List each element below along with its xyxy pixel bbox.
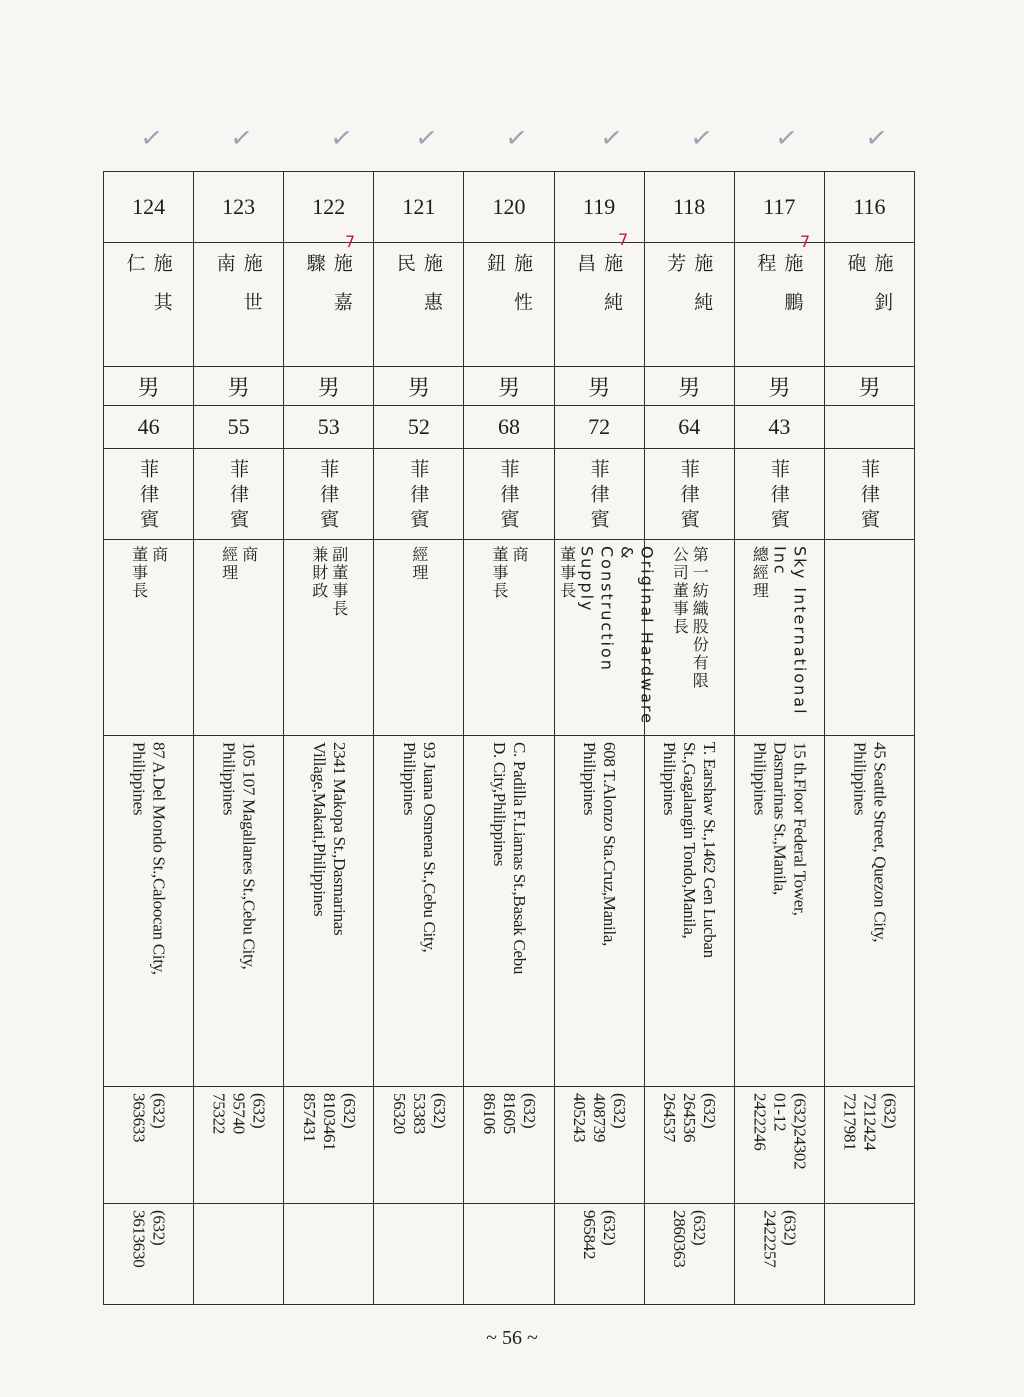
member-address: 15 th.Floor Federal Tower, Dasmarinas St.,Manila, Philippines [750,742,810,916]
member-number: 124 [104,172,194,243]
nationality-cell [284,449,374,540]
member-age: 46 [104,406,194,449]
name-cell [374,243,464,367]
member-address: 105 107 Magallanes St.,Cebu City, Philippines [219,742,259,970]
member-telephone-2 [237,1204,241,1216]
check-mark: ✓ [863,122,890,156]
telephone-cell [104,1087,194,1204]
member-name: 施惠民 [393,253,443,331]
telephone-cell [464,1087,554,1204]
member-roster-table [103,171,915,1305]
name-cell [644,243,734,367]
member-telephone: (632) 81605 86106 [480,1093,539,1135]
occupation-cell [824,540,914,736]
member-occupation: Sky International Inc 總經理 [750,546,810,716]
member-nationality: 菲律賓 [857,459,880,534]
member-occupation: 商 董事長 [490,546,529,600]
red-tick-mark: 7 [345,232,356,251]
telephone-2-cell [824,1204,914,1305]
address-cell [284,736,374,1087]
nationality-cell [644,449,734,540]
name-cell [824,243,914,367]
member-age: 52 [374,406,464,449]
telephone-cell [374,1087,464,1204]
member-nationality: 菲律賓 [227,459,250,534]
member-address: 93 Juana Osmena St.,Cebu City, Philippines [399,742,439,953]
telephone-2-cell [284,1204,374,1305]
check-mark: ✓ [773,122,800,156]
telephone-2-cell [194,1204,284,1305]
row-telephone-2 [104,1204,915,1305]
telephone-2-cell [644,1204,734,1305]
member-number: 121 [374,172,464,243]
member-sex: 男 [104,367,194,406]
member-number: 122 [284,172,374,243]
check-mark: ✓ [598,122,625,156]
member-sex: 男 [194,367,284,406]
member-nationality: 菲律賓 [587,459,610,534]
member-sex: 男 [734,367,824,406]
occupation-cell [734,540,824,736]
member-nationality: 菲律賓 [317,459,340,534]
member-age: 55 [194,406,284,449]
telephone-cell [284,1087,374,1204]
member-name: 施性鈕 [484,253,533,331]
member-telephone-2 [867,1204,871,1216]
address-cell [644,736,734,1087]
member-telephone: (632) 53383 56320 [389,1093,449,1135]
member-address: C. Padilla F.Liamas St.,Basak Cebu D. City,Philippines [490,742,529,975]
member-occupation: 副董事長 兼財政 [309,546,349,618]
row-number [104,172,915,243]
check-mark: ✓ [138,122,165,156]
name-cell [464,243,554,367]
telephone-cell [824,1087,914,1204]
occupation-cell [554,540,657,736]
red-tick-mark: 7 [800,232,811,251]
member-number: 123 [194,172,284,243]
check-mark: ✓ [503,122,530,156]
check-mark: ✓ [228,122,255,156]
occupation-cell [374,540,464,736]
member-telephone: (632)24302 01-12 2422246 [750,1093,810,1170]
member-occupation [867,540,871,552]
address-cell [374,736,464,1087]
row-address [104,736,915,1087]
member-name: 施嘉驟 [303,253,353,331]
member-occupation: 經理 [409,546,429,582]
member-age: 72 [554,406,644,449]
name-cell [104,243,194,367]
member-sex: 男 [374,367,464,406]
member-nationality: 菲律賓 [137,459,160,534]
nationality-cell [104,449,194,540]
member-name: 施純昌 [574,253,624,331]
check-mark: ✓ [413,122,440,156]
row-age [104,406,915,449]
telephone-2-cell [374,1204,464,1305]
check-mark: ✓ [688,122,715,156]
nationality-cell [554,449,644,540]
red-tick-mark: 7 [618,230,629,249]
member-sex: 男 [824,367,914,406]
nationality-cell [464,449,554,540]
member-telephone-2 [327,1204,331,1216]
member-telephone-2 [417,1204,421,1216]
name-cell [284,243,374,367]
member-nationality: 菲律賓 [407,459,430,534]
member-occupation: 商 經理 [219,546,259,582]
member-occupation: Original Hardware & Construction Supply 董事長 [557,546,657,725]
member-telephone: (632) 8103461 857431 [299,1093,359,1151]
member-sex: 男 [464,367,554,406]
nationality-cell [824,449,914,540]
member-nationality: 菲律賓 [677,459,700,534]
telephone-cell [194,1087,284,1204]
member-address: T. Earshaw St.,1462 Gen Lucban St.,Gagalangin Tondo,Manila, Philippines [660,742,720,958]
nationality-cell [374,449,464,540]
telephone-2-cell [464,1204,554,1305]
member-occupation: 第一紡織股份有限 公司董事長 [670,546,710,690]
member-address: 2341 Makopa St.,Dasmarinas Village,Makati,Philippines [309,742,349,936]
telephone-cell [734,1087,824,1204]
member-occupation: 商 董事長 [129,546,169,600]
name-cell [734,243,824,367]
member-number: 118 [644,172,734,243]
member-name: 施世南 [213,253,263,331]
member-name: 施其仁 [123,253,173,331]
member-age [824,406,914,449]
member-telephone: (632) 95740 75322 [209,1093,269,1135]
occupation-cell [104,540,194,736]
member-age: 68 [464,406,554,449]
address-cell [104,736,194,1087]
address-cell [194,736,284,1087]
telephone-2-cell [734,1204,824,1305]
occupation-cell [194,540,284,736]
member-name: 施鵬程 [754,253,804,331]
address-cell [464,736,554,1087]
member-telephone: (632) 363633 [129,1093,169,1143]
member-age: 43 [734,406,824,449]
member-address: 608 T.Alonzo Sta.Cruz,Manila, Philippines [580,742,620,947]
telephone-2-cell [104,1204,194,1305]
row-name [104,243,915,367]
row-sex [104,367,915,406]
name-cell [194,243,284,367]
address-cell [554,736,644,1087]
member-sex: 男 [284,367,374,406]
check-mark: ✓ [328,122,355,156]
member-number: 119 [554,172,644,243]
member-telephone: (632) 408739 405243 [570,1093,630,1143]
member-address: 87 A.Del Mondo St.,Caloocan City, Philippines [129,742,169,975]
name-cell [554,243,644,367]
member-age: 53 [284,406,374,449]
member-number: 120 [464,172,554,243]
address-cell [824,736,914,1087]
telephone-cell [644,1087,734,1204]
member-age: 64 [644,406,734,449]
occupation-cell [464,540,554,736]
member-telephone-2: (632) 3613630 [129,1210,169,1268]
member-telephone-2: (632) 2422257 [760,1210,800,1268]
member-sex: 男 [554,367,644,406]
member-nationality: 菲律賓 [767,459,790,534]
member-address: 45 Seattle Street, Quezon City, Philippines [850,742,890,943]
telephone-cell [554,1087,644,1204]
member-telephone-2: (632) 965842 [580,1210,620,1260]
member-telephone-2: (632) 2860363 [670,1210,710,1268]
row-occupation [104,540,915,736]
member-nationality: 菲律賓 [497,459,520,534]
member-name: 施純芳 [664,253,714,331]
check-marks [0,122,1024,175]
member-number: 117 [734,172,824,243]
member-sex: 男 [644,367,734,406]
address-cell [734,736,824,1087]
nationality-cell [734,449,824,540]
occupation-cell [284,540,374,736]
member-number: 116 [824,172,914,243]
member-telephone: (632) 7212424 7217981 [840,1093,900,1151]
nationality-cell [194,449,284,540]
page-number: ~ 56 ~ [486,1327,538,1349]
row-telephone [104,1087,915,1204]
row-nationality [104,449,915,540]
telephone-2-cell [554,1204,644,1305]
member-name: 施釗砲 [844,253,894,331]
member-telephone: (632) 264536 264537 [660,1093,720,1143]
member-telephone-2 [507,1204,511,1216]
